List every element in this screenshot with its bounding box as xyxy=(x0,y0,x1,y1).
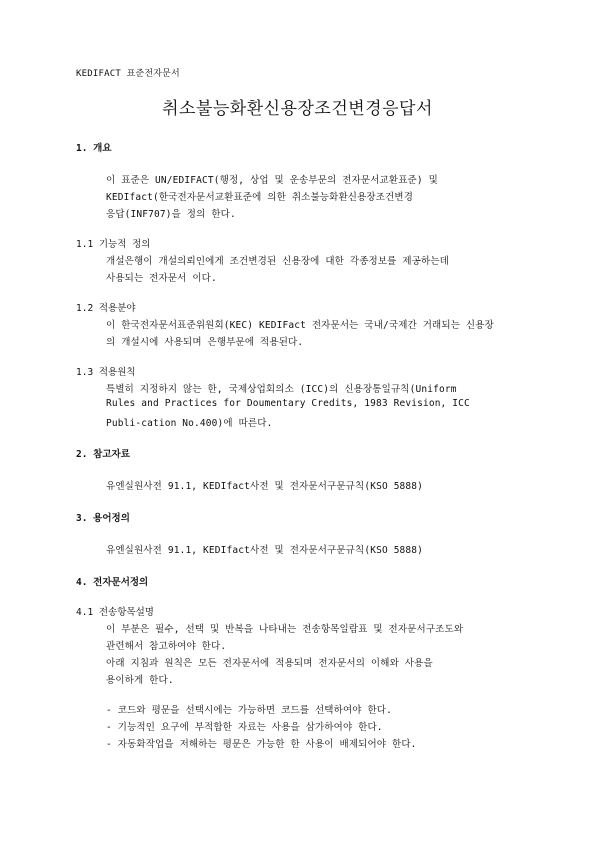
paragraph-line: 사용되는 전자문서 이다. xyxy=(106,273,217,284)
bullet-item: - 자동화작업을 저해하는 평문은 가능한 한 사용이 배제되어야 한다. xyxy=(106,739,417,750)
section-heading: 3. 용어정의 xyxy=(76,513,130,524)
paragraph-line: 용이하게 한다. xyxy=(106,675,174,686)
paragraph-line: 관련해서 참고하여야 한다. xyxy=(106,641,227,652)
section-heading: 4. 전자문서정의 xyxy=(76,577,149,588)
document-title: 취소불능화환신용장조건변경응답서 xyxy=(162,99,433,119)
paragraph-line: 유엔실원사전 91.1, KEDIfact사전 및 전자문서구문규칙(KSO 5888) xyxy=(106,545,424,556)
paragraph-line: Rules and Practices for Doumentary Credits, 1983 Revision, ICC xyxy=(106,398,470,409)
paragraph-line: 개설은행이 개설의뢰인에게 조건변경된 신용장에 대한 각종정보를 제공하는데 xyxy=(106,256,450,267)
document-header: KEDIFACT 표준전자문서 xyxy=(76,69,180,79)
paragraph-line: 이 한국전자문서표준위원회(KEC) KEDIFact 전자문서는 국내/국제간 거래되는 신용장 xyxy=(106,320,494,331)
paragraph-line: KEDIfact(한국전자문서교환표준에 의한 취소불능화환신용장조건변경 xyxy=(106,192,414,203)
section-heading: 1. 개요 xyxy=(76,143,112,154)
paragraph-line: Publi-cation No.400)에 따른다. xyxy=(106,418,273,429)
subsection-heading: 1.3 적용원칙 xyxy=(76,367,136,378)
bullet-item: - 코드와 평문을 선택시에는 가능하면 코드를 선택하여야 한다. xyxy=(106,705,393,716)
section-heading: 2. 참고자료 xyxy=(76,449,130,460)
paragraph-line: 의 개설시에 사용되며 은행부문에 적용된다. xyxy=(106,337,304,348)
paragraph-line: 응답(INF707)을 정의 한다. xyxy=(106,209,236,220)
paragraph-line: 이 표준은 UN/EDIFACT(행정, 상업 및 운송부문의 전자문서교환표준) 및 xyxy=(106,175,438,186)
subsection-heading: 1.1 기능적 정의 xyxy=(76,239,151,250)
subsection-heading: 1.2 적용분야 xyxy=(76,303,136,314)
subsection-heading: 4.1 전송항목설명 xyxy=(76,607,154,618)
bullet-item: - 기능적인 요구에 부적합한 자료는 사용을 삼가하여야 한다. xyxy=(106,722,383,733)
paragraph-line: 특별히 지정하지 않는 한, 국제상업회의소 (ICC)의 신용장통일규칙(Uniform xyxy=(106,384,457,395)
paragraph-line: 아래 지침과 원칙은 모든 전자문서에 적용되며 전자문서의 이해와 사용을 xyxy=(106,658,433,669)
paragraph-line: 유엔실원사전 91.1, KEDIfact사전 및 전자문서구문규칙(KSO 5888) xyxy=(106,481,424,492)
paragraph-line: 이 부분은 필수, 선택 및 반복을 나타내는 전송항목일람표 및 전자문서구조도와 xyxy=(106,624,464,635)
